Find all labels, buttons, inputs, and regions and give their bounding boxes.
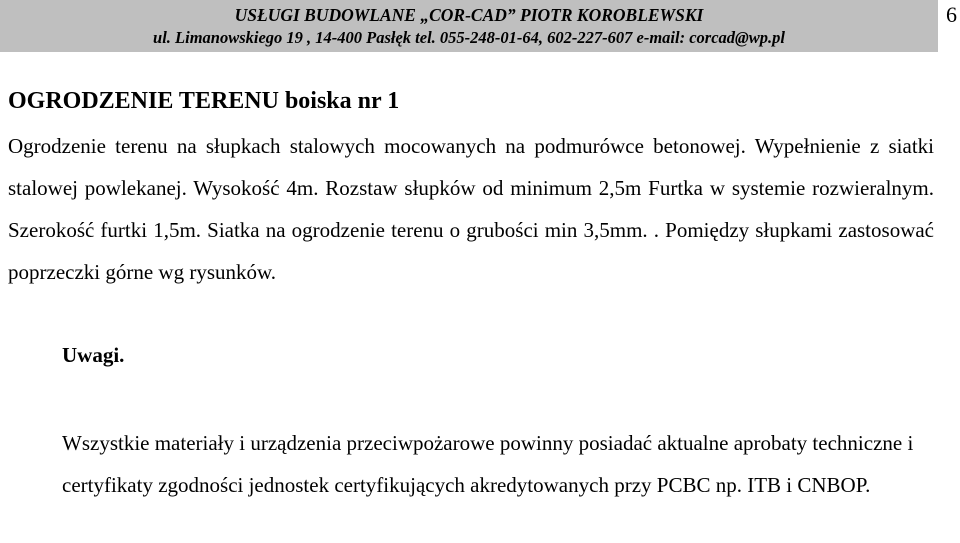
document-header [0,0,938,52]
section-title: OGRODZENIE TERENU boiska nr 1 [8,88,400,114]
company-contact: ul. Limanowskiego 19 , 14-400 Pasłęk tel. 055-248-01-64, 602-227-607 e-mail: corcad@wp.pl [153,28,785,47]
notes-heading: Uwagi. [62,343,125,367]
section-body: Ogrodzenie terenu na słupkach stalowych mocowanych na podmurówce betonowej. Wypełnienie z siatki stalowej powlekanej. Wysokość 4m. Rozstaw słupków od minimum 2,5m Furtka w systemie rozwieralnym. Szerokość furtki 1,5m. Siatka na ogrodzenie terenu o grubości min 3,5mm. . Pomiędzy słupkami zastosować poprzeczki górne wg rysunków. [8,134,934,284]
company-name: USŁUGI BUDOWLANE „COR-CAD” PIOTR KOROBLEWSKI [234,5,704,25]
notes-text: Wszystkie materiały i urządzenia przeciwpożarowe powinny posiadać aktualne aprobaty techniczne i certyfikaty zgodności jednostek certyfikujących akredytowanych przy PCBC np. ITB i CNBOP. [62,431,914,497]
page-number: 6 [946,2,957,27]
